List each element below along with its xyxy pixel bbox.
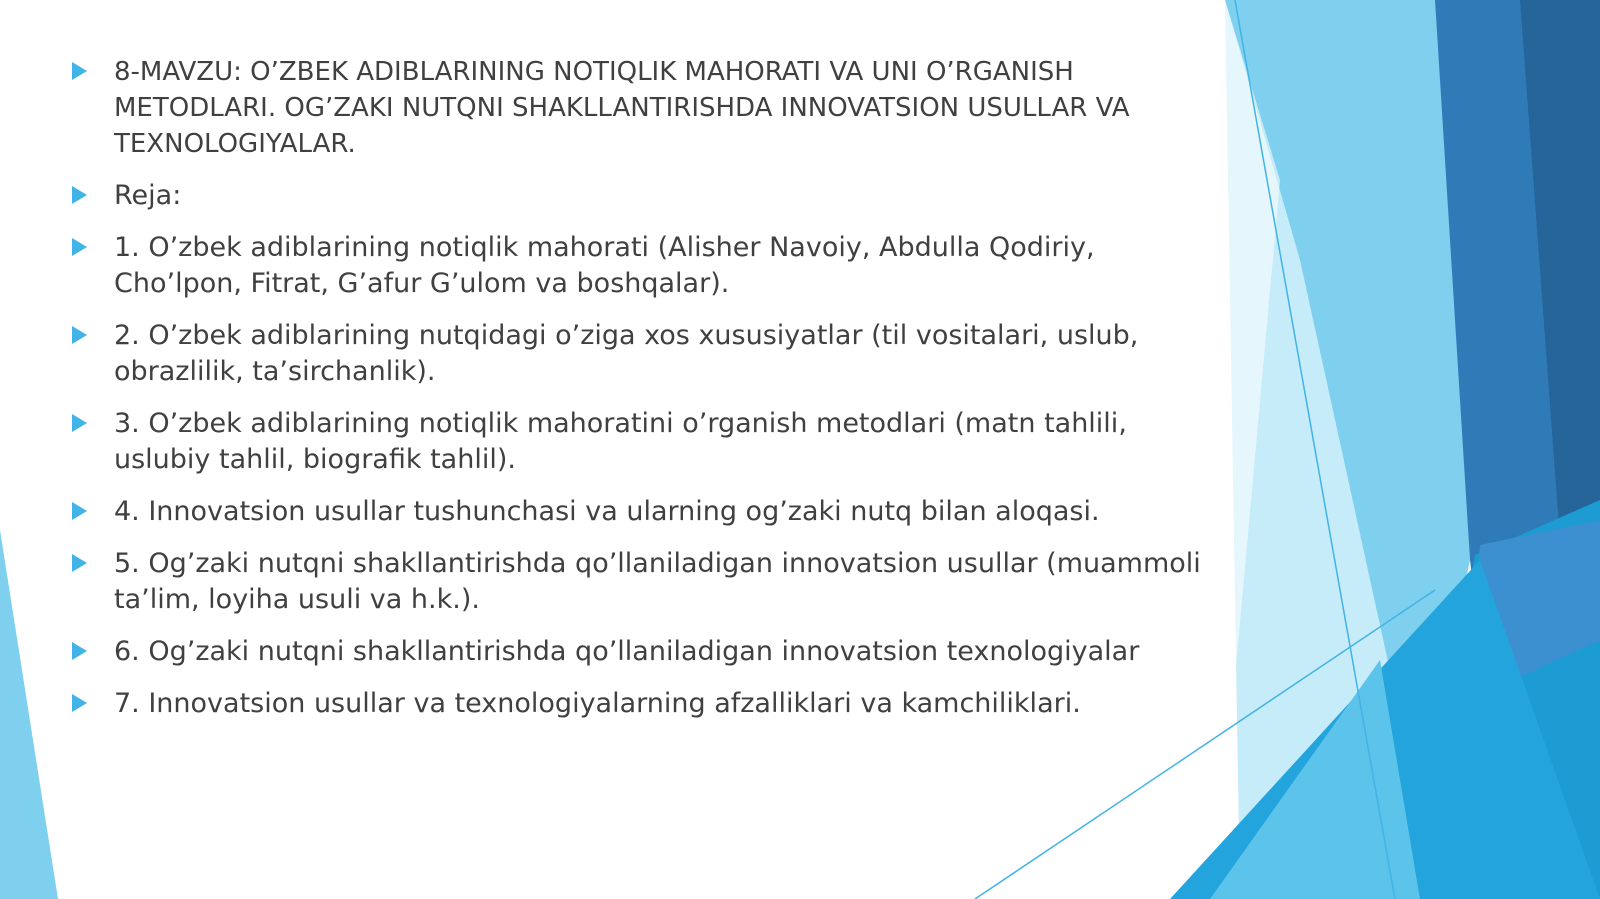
- triangle-arrow-icon: [72, 694, 87, 712]
- triangle-arrow-icon: [72, 186, 87, 204]
- bullet-item-4: [68, 494, 1208, 530]
- triangle-arrow-icon: [72, 238, 87, 256]
- bullet-text: 7. Innovatsion usullar va texnologiyalarning afzalliklari va kamchiliklari.: [114, 688, 1081, 719]
- triangle-arrow-icon: [72, 502, 87, 520]
- bullet-reja: [68, 178, 1208, 214]
- bullet-text: 4. Innovatsion usullar tushunchasi va ularning og’zaki nutq bilan aloqasi.: [114, 496, 1100, 527]
- bullet-item-2: [68, 318, 1208, 390]
- bullet-item-5: [68, 546, 1208, 618]
- left-accent-shape: [0, 530, 58, 899]
- bullet-text: 6. Og’zaki nutqni shakllantirishda qo’llaniladigan innovatsion texnologiyalar: [114, 636, 1140, 667]
- bullet-text: 1. O’zbek adiblarining notiqlik mahorati (Alisher Navoiy, Abdulla Qodiriy, Cho’lpon, Fitrat, G’afur G’ulom va boshqalar).: [114, 232, 1095, 299]
- bullet-text: 5. Og’zaki nutqni shakllantirishda qo’llaniladigan innovatsion usullar (muammoli ta’lim, loyiha usuli va h.k.).: [114, 548, 1201, 615]
- bullet-text: 2. O’zbek adiblarining nutqidagi o’ziga xos xususiyatlar (til vositalari, uslub, obrazlilik, ta’sirchanlik).: [114, 320, 1139, 387]
- bullet-text: Reja:: [114, 180, 182, 211]
- bullet-list: [68, 54, 1208, 738]
- bullet-title: [68, 54, 1208, 162]
- bullet-text: 8-MAVZU: O’ZBEK ADIBLARINING NOTIQLIK MAHORATI VA UNI O’RGANISH METODLARI. OG’ZAKI NUTQNI SHAKLLANTIRISHDA INNOVATSION USULLAR VA TEXNOLOGIYALAR.: [114, 57, 1130, 159]
- bullet-item-6: [68, 634, 1208, 670]
- bullet-text: 3. O’zbek adiblarining notiqlik mahoratini o’rganish metodlari (matn tahlili, uslubiy tahlil, biografik tahlil).: [114, 408, 1127, 475]
- triangle-arrow-icon: [72, 62, 87, 80]
- triangle-arrow-icon: [72, 414, 87, 432]
- bullet-item-1: [68, 230, 1208, 302]
- triangle-arrow-icon: [72, 326, 87, 344]
- bullet-item-3: [68, 406, 1208, 478]
- triangle-arrow-icon: [72, 554, 87, 572]
- bullet-item-7: [68, 686, 1208, 722]
- triangle-arrow-icon: [72, 642, 87, 660]
